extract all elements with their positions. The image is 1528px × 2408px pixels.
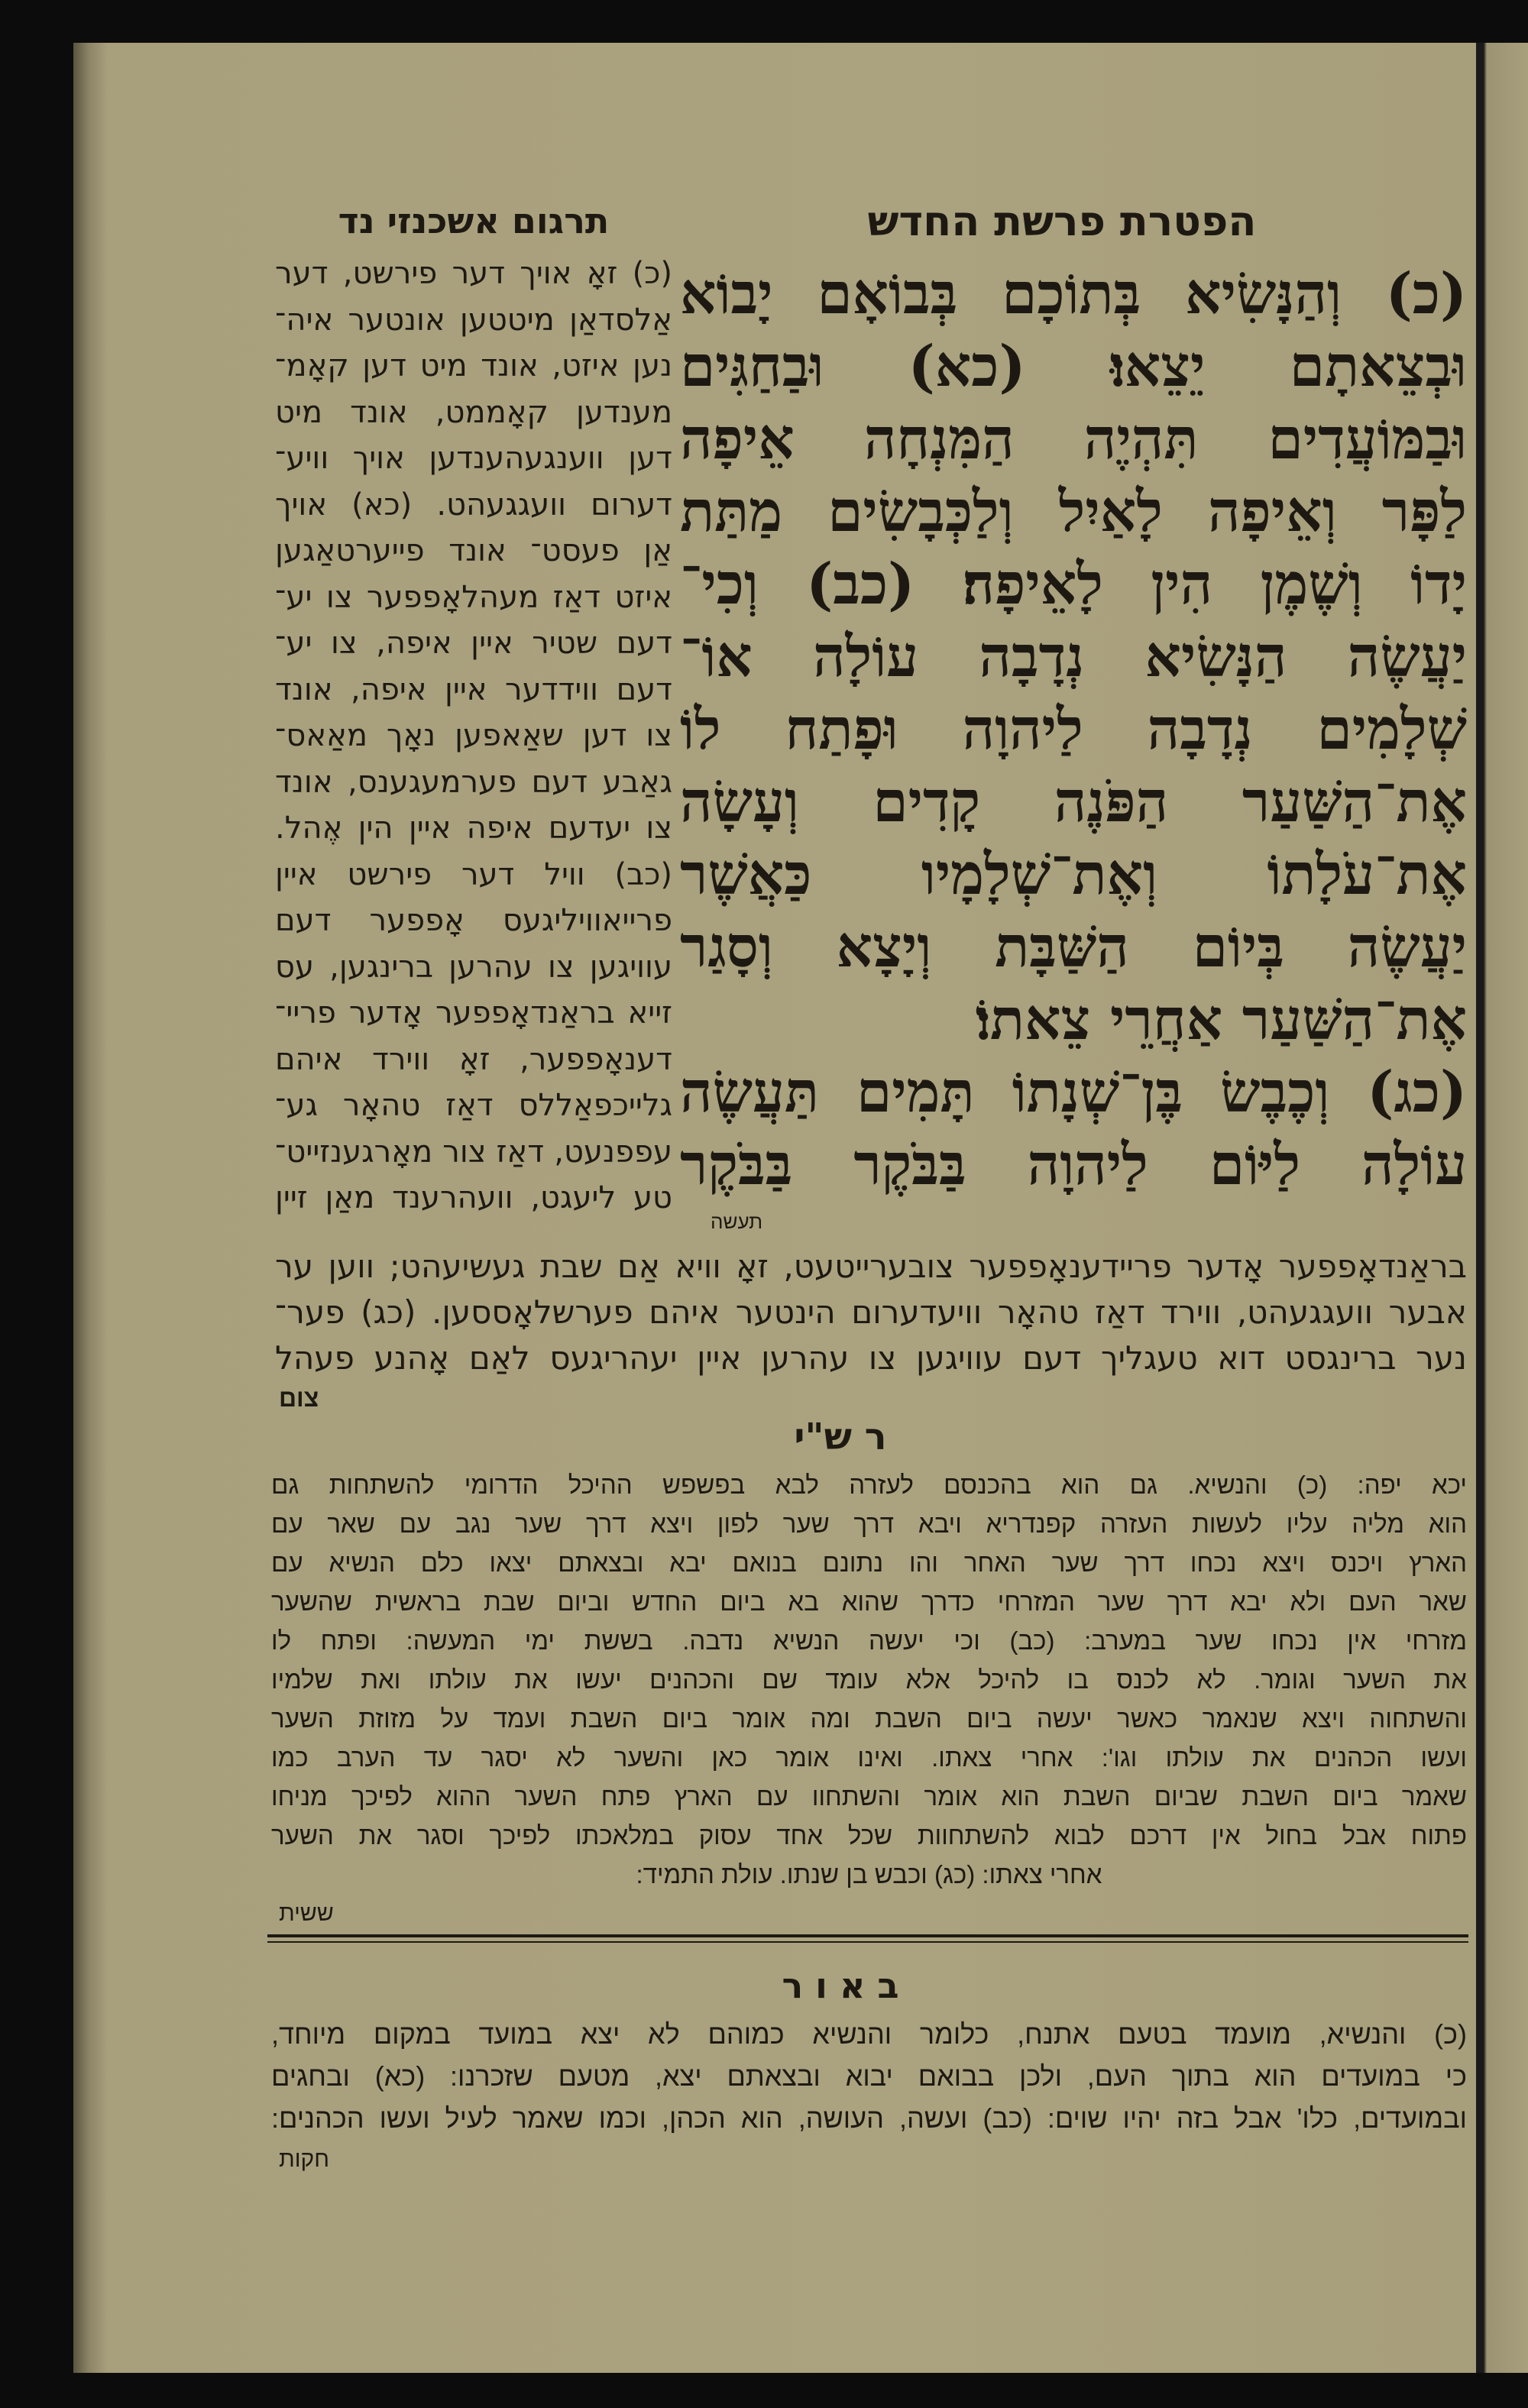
rashi-line: את השער וגומר. לא לכנס בו להיכל אלא עומד שם והכהנים יעשו את עולתו ואת שלמיו	[271, 1665, 1467, 1694]
beur-line: ובמועדים, כלו' אבל בזה יהיו שוים: (כב) ועשה, העושה, הוא הכהן, וכמו שאמר לעיל ועשו הכהנים:	[271, 2102, 1467, 2134]
yiddish-line: גלייכפאַללס דאַז טהאָר גע־	[275, 1088, 672, 1123]
yiddish-translation-column	[275, 251, 672, 1222]
catchword-yiddish: צום	[279, 1384, 319, 1412]
divider-rule	[267, 1934, 1468, 1937]
rashi-line: מזרחי אין נכחו שער במערב: (כב) וכי יעשה הנשיא נדבה. בששת ימי המעשה: ופתח לו	[271, 1626, 1467, 1655]
rashi-title: ר ש"י	[794, 1416, 887, 1458]
hebrew-line: לַפָּר וְאֵיפָה לָאַיִל וְלַכְּבָשִׂים מַתַּת	[680, 479, 1467, 545]
beur-line: (כ) והנשיא, מועמד בטעם אתנח, כלומר והנשיא כמוהם לא יצא במועד במקום מיוחד,	[271, 2018, 1467, 2050]
yiddish-wide-line: נער ברינגסט דוא טעגליך דעם עוויגען צו עהרען איין יעהריגעס לאַם אָהנע פעהל	[275, 1339, 1467, 1377]
beur-title: ב א ו ר	[782, 1965, 899, 2006]
rashi-line: ועשו הכהנים את עולתו וגו': אחרי צאתו. ואינו אומר כאן והשער לא יסגר עד הערב כמו	[271, 1743, 1467, 1772]
rashi-line: פתוח אבל בחול אין דרכם לבוא להשתחוות שכל אחד עסוק במלאכתו לפיכך וסגר את השער	[271, 1821, 1467, 1850]
yiddish-line: עוויגען צו עהרען ברינגען, עס	[275, 949, 672, 985]
yiddish-line: טע ליעגט, וועהרענד מאַן זיין	[275, 1180, 672, 1215]
yiddish-line: אַלסדאַן מיטטען אונטער איה־	[275, 302, 672, 338]
yiddish-line: (כ) זאָ אויך דער פירשט, דער	[275, 256, 672, 291]
yiddish-line: דענאָפפער, זאָ ווירד איהם	[275, 1041, 672, 1077]
yiddish-line: (כב) וויל דער פירשט איין	[275, 856, 672, 892]
yiddish-line: זייא בראַנדאָפפער אָדער פריי־	[275, 995, 672, 1031]
hebrew-line: (כג) וְכֶבֶשׂ בֶּן־שְׁנָתוֹ תָּמִים תַּעֲשֶׂה	[680, 1060, 1467, 1125]
hebrew-line: (כ) וְהַנָּשִׂיא בְּתוֹכָם בְּבוֹאָם יָבוֹא	[680, 261, 1467, 327]
yiddish-line: פרייאוויליגעס אָפפער דעם	[275, 903, 672, 938]
yiddish-line: צו דען שאַאפען נאָך מאַאס־	[275, 718, 672, 753]
yiddish-line: צו יעדעם איפה איין הין אֶהל.	[275, 811, 672, 846]
adjacent-page-edge	[1476, 43, 1528, 2373]
hebrew-line: וּבְצֵאתָם יֵצֵאוּ׃ (כא) וּבַחַגִּים	[680, 334, 1467, 400]
yiddish-wide-line: בראַנדאָפפער אָדער פריידענאָפפער צובערייטעט, זאָ וויא אַם שבת געשיעהט; ווען ער	[275, 1248, 1467, 1285]
beur-commentary	[271, 2013, 1467, 2139]
hebrew-line: אֶת־הַשַּׁעַר הַפֹּנֶה קָדִים וְעָשָׂה	[680, 769, 1467, 835]
rashi-line: אחרי צאתו: (כג) וכבש בן שנתו. עולת התמיד:	[636, 1860, 1102, 1889]
haftarah-title: הפטרת פרשת החדש	[867, 197, 1257, 245]
yiddish-wide-line: אבער וועגגעהט, ווירד דאַז טהאָר וויעדערום הינטער איהם פערשלאָססען. (כג) פער־	[275, 1293, 1467, 1331]
targum-title: תרגום אשכנזי נד	[338, 200, 610, 241]
yiddish-line: אַן פעסט־ אונד פייערטאַגען	[275, 533, 672, 568]
catchword-beur: חקות	[279, 2147, 329, 2172]
catchword-hebrew: תעשה	[711, 1210, 763, 1233]
rashi-line: והשתחוה ויצא שנאמר כאשר יעשה ביום השבת ומה אומר ביום השבת ועמד על מזוזת השער	[271, 1704, 1467, 1733]
yiddish-line: עפפנעט, דאַז צור מאָרגענזייט־	[275, 1134, 672, 1170]
hebrew-line: שְׁלָמִים נְדָבָה לַיהוָה וּפָתַח לוֹ	[680, 697, 1467, 762]
hebrew-line: יַעֲשֶׂה הַנָּשִׂיא נְדָבָה עוֹלָה אוֹ־	[680, 624, 1467, 690]
hebrew-line: אֶת־עֹלָתוֹ וְאֶת־שְׁלָמָיו כַּאֲשֶׁר	[680, 842, 1467, 908]
rashi-line: יכא יפה: (כ) והנשיא. גם הוא בהכנסם לעזרה לבא בפשפש ההיכל הדרומי להשתחות גם	[271, 1471, 1467, 1499]
beur-line: כי במועדים הוא בתוך העם, ולכן בבואם יבוא ובצאתם יצא, מטעם שזכרנו: (כא) ובחגים	[271, 2060, 1467, 2092]
divider-rule	[267, 1941, 1468, 1943]
hebrew-line: יָדוֹ וְשֶׁמֶן הִין לָאֵיפָה׃ (כב) וְכִי־	[680, 552, 1467, 617]
yiddish-line: מענדען קאָממט, אונד מיט	[275, 394, 672, 430]
yiddish-line: גאַבע דעם פערמעגענס, אונד	[275, 764, 672, 800]
yiddish-line: איזט דאַז מעהלאָפפער צו יע־	[275, 579, 672, 615]
yiddish-line: דעם ווידדער איין איפה, אונד	[275, 672, 672, 707]
hebrew-line: יַעֲשֶׂה בְּיוֹם הַשַּׁבָּת וְיָצָא וְסָגַר	[680, 914, 1467, 980]
yiddish-line: דערום וועגגעהט. (כא) אויך	[275, 487, 672, 523]
yiddish-line: נען איזט, אונד מיט דען קאָמ־	[275, 348, 672, 384]
yiddish-line: דעם שטיר איין איפה, צו יע־	[275, 626, 672, 661]
rashi-line: הוא מליה עליו לעשות העזרה קפנדריא ויבא דרך שער לפון ויצא דרך שער נגב עם שאר עם	[271, 1510, 1467, 1538]
rashi-line: שאר העם ולא יבא דרך שער המזרחי כדרך שהוא בא ביום החדש וביום שבת בראשית שהשער	[271, 1588, 1467, 1616]
hebrew-text-column	[680, 258, 1467, 1202]
hebrew-line: אֶת־הַשַּׁעַר אַחֲרֵי צֵאתוֹ׃	[975, 987, 1467, 1053]
catchword-rashi: ששית	[279, 1901, 334, 1926]
hebrew-line: וּבַמּוֹעֲדִים תִּהְיֶה הַמִּנְחָה אֵיפָה	[680, 406, 1467, 472]
rashi-line: הארץ ויכנס ויצא נכחו דרך שער האחר והו נתונם בנואם יבא ובצאתם יצאו כלם הנשיא עם	[271, 1549, 1467, 1577]
yiddish-line: דען ווענגעהענדען אויך וויע־	[275, 441, 672, 476]
yiddish-continuation	[275, 1244, 1467, 1381]
rashi-line: שאמר ביום השבת שביום השבת הוא אומר והשתחוו עם הארץ פתח השער ההוא לפיכך מניחו	[271, 1782, 1467, 1811]
hebrew-line: עוֹלָה לַיּוֹם לַיהוָה בַּבֹּקֶר בַּבֹּקֶר	[680, 1132, 1467, 1198]
rashi-commentary	[271, 1465, 1467, 1894]
